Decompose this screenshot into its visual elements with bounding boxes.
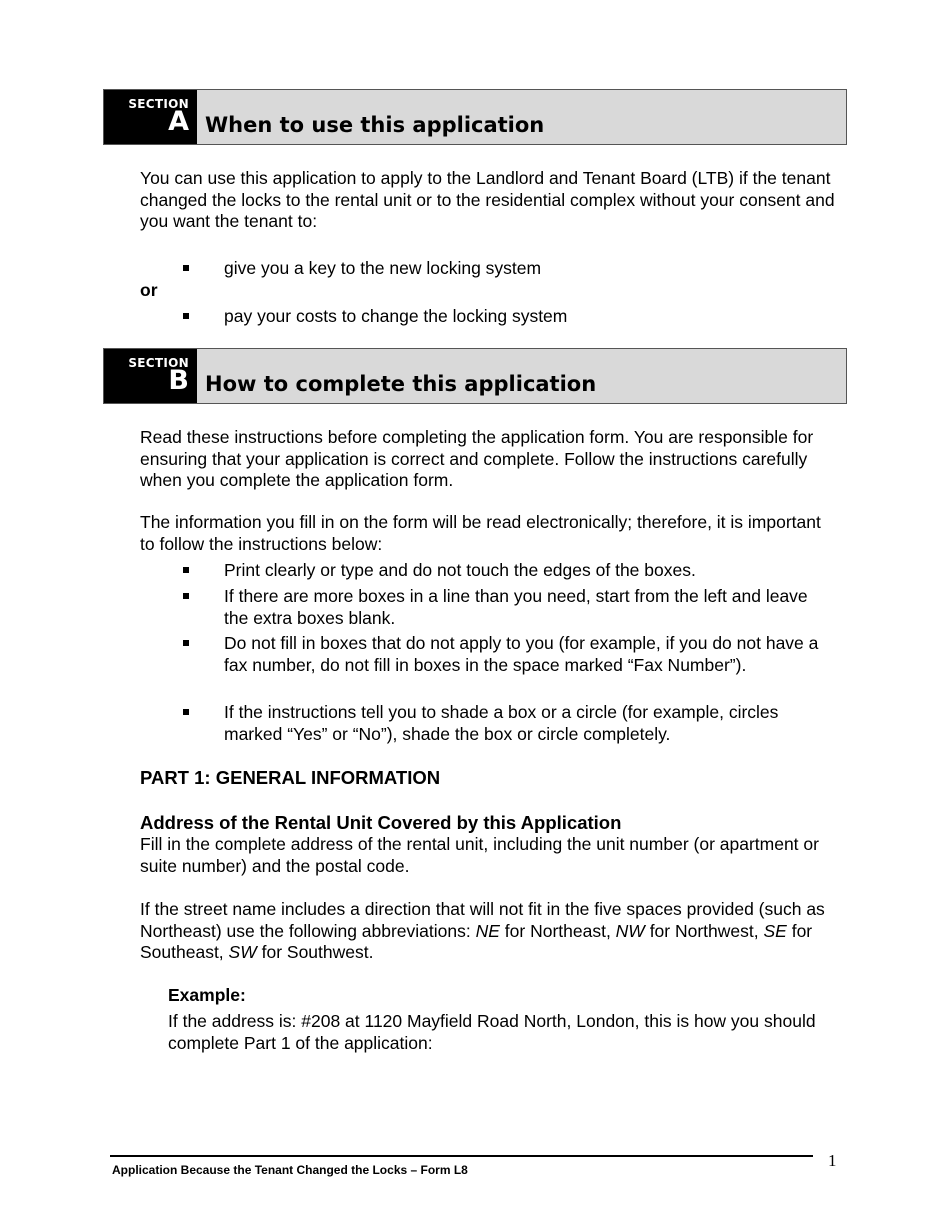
section-b-title: How to complete this application [205, 372, 597, 396]
bullet-icon [183, 709, 189, 715]
section-b-para-2: The information you fill in on the form will be read electronically; therefore, it is important to follow the instructions below: [140, 512, 821, 554]
section-b-word: SECTION [128, 356, 189, 370]
part-1-para-2: If the street name includes a direction that will not fit in the five spaces provided (such as Northeast) use the following abbreviations: NE for Northeast, NW for Northwest, SE for Southeast, SW for Southwest. [140, 899, 825, 962]
page-number: 1 [828, 1151, 837, 1170]
section-a-intro: You can use this application to apply to the Landlord and Tenant Board (LTB) if the tenant changed the locks to the rental unit or to the residential complex without your consent and you want the tenant to: [140, 168, 835, 231]
or-label: or [140, 280, 158, 300]
section-a-bullet-2: pay your costs to change the locking system [224, 306, 568, 326]
footer-title: Application Because the Tenant Changed the Locks – Form L8 [112, 1163, 468, 1177]
part-1-para-1: Fill in the complete address of the rental unit, including the unit number (or apartment or suite number) and the postal code. [140, 834, 819, 876]
section-b-letter: B [168, 365, 189, 396]
section-a-tag [104, 90, 197, 144]
section-b-para-1: Read these instructions before completing the application form. You are responsible for ensuring that your application is correct and complete. Follow the instructions carefully when you complete the application form. [140, 427, 814, 490]
bullet-icon [183, 313, 189, 319]
bullet-icon [183, 593, 189, 599]
section-a-letter: A [168, 106, 189, 137]
part-1-subheading: Address of the Rental Unit Covered by this Application [140, 812, 622, 833]
section-a-title: When to use this application [205, 113, 545, 137]
section-a-header [103, 89, 847, 145]
example-text: If the address is: #208 at 1120 Mayfield Road North, London, this is how you should complete Part 1 of the application: [168, 1011, 816, 1053]
section-b-header [103, 348, 847, 404]
section-b-tag [104, 349, 197, 403]
section-a-word: SECTION [128, 97, 189, 111]
part-1-heading: PART 1: GENERAL INFORMATION [140, 767, 441, 788]
section-b-bullet-3: Do not fill in boxes that do not apply to you (for example, if you do not have a fax number, do not fill in boxes in the space marked “Fax Number”). [224, 633, 819, 675]
example-label: Example: [168, 985, 246, 1005]
bullet-icon [183, 640, 189, 646]
section-b-bullet-2: If there are more boxes in a line than you need, start from the left and leave the extra boxes blank. [224, 586, 808, 628]
section-b-bullet-4: If the instructions tell you to shade a box or a circle (for example, circles marked “Yes” or “No”), shade the box or circle completely. [224, 702, 779, 744]
bullet-icon [183, 265, 189, 271]
bullet-icon [183, 567, 189, 573]
footer-rule [110, 1155, 813, 1157]
section-a-bullet-1: give you a key to the new locking system [224, 258, 542, 278]
section-b-bullet-1: Print clearly or type and do not touch the edges of the boxes. [224, 560, 696, 580]
